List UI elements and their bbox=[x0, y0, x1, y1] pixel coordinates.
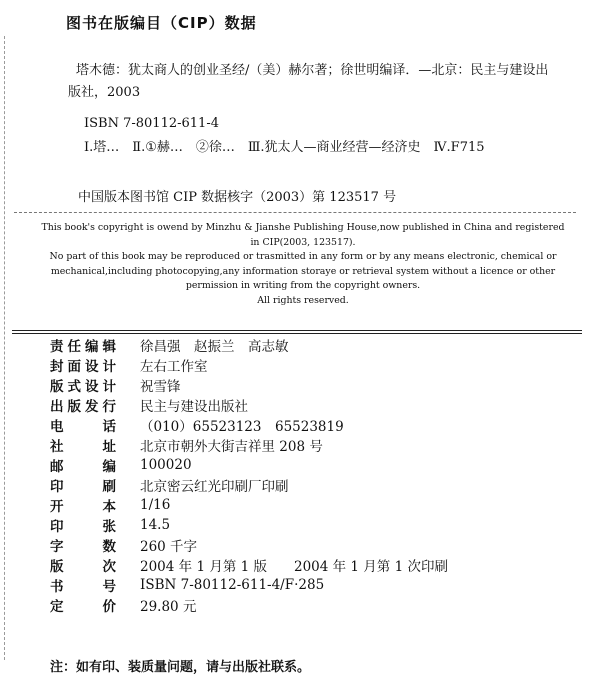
credit-row bbox=[50, 395, 448, 415]
credit-row bbox=[50, 455, 448, 475]
copyright-paragraph-1: This book's copyright is owend by Minzhu & Jianshe Publishing House,now published in China and registered in CIP(2003, 123517). bbox=[41, 222, 565, 248]
credit-value: ISBN 7-80112-611-4/F·285 bbox=[140, 577, 325, 593]
credit-value: 北京密云红光印刷厂印刷 bbox=[140, 479, 289, 495]
credit-label: 书号 bbox=[50, 579, 116, 595]
credit-value: 祝雪锋 bbox=[140, 379, 181, 395]
credit-row bbox=[50, 415, 448, 435]
credit-value: 北京市朝外大街吉祥里 208 号 bbox=[140, 439, 323, 455]
cip-classification: Ⅰ.塔… Ⅱ.①赫… ②徐… Ⅲ.犹太人—商业经营—经济史 Ⅳ.F715 bbox=[84, 140, 485, 155]
cip-heading: 图书在版编目（CIP）数据 bbox=[66, 14, 257, 32]
credit-label: 电话 bbox=[50, 419, 116, 435]
credit-row bbox=[50, 515, 448, 535]
credit-label: 封面设计 bbox=[50, 359, 116, 375]
credit-row bbox=[50, 575, 448, 595]
credit-value: 2004 年 1 月第 1 版 2004 年 1 月第 1 次印刷 bbox=[140, 559, 448, 575]
cip-entry-line2: 版社，2003 bbox=[68, 85, 141, 100]
credit-label: 社址 bbox=[50, 439, 116, 455]
credit-row bbox=[50, 535, 448, 555]
credit-row bbox=[50, 355, 448, 375]
credit-label: 开本 bbox=[50, 499, 116, 515]
credit-value: 徐昌强 赵振兰 高志敏 bbox=[140, 339, 289, 355]
cip-number: 中国版本图书馆 CIP 数据核字（2003）第 123517 号 bbox=[78, 190, 397, 205]
cip-entry-line1: 塔木德：犹太商人的创业圣经/（美）赫尔著；徐世明编译．—北京：民主与建设出 bbox=[76, 63, 549, 78]
cip-entry bbox=[68, 60, 554, 104]
credit-value: 1/16 bbox=[140, 497, 171, 513]
double-rule bbox=[12, 330, 582, 334]
credit-value: 29.80 元 bbox=[140, 599, 197, 615]
credit-label: 版次 bbox=[50, 559, 116, 575]
credit-value: 100020 bbox=[140, 457, 192, 473]
dashed-separator bbox=[14, 212, 576, 213]
credit-label: 责任编辑 bbox=[50, 339, 116, 355]
credit-label: 定价 bbox=[50, 599, 116, 615]
credit-row bbox=[50, 495, 448, 515]
credit-label: 版式设计 bbox=[50, 379, 116, 395]
credit-row bbox=[50, 375, 448, 395]
cip-isbn: ISBN 7-80112-611-4 bbox=[84, 116, 219, 131]
credit-label: 字数 bbox=[50, 539, 116, 555]
copyright-paragraph-3: All rights reserved. bbox=[257, 294, 349, 306]
credit-label: 印张 bbox=[50, 519, 116, 535]
credit-row bbox=[50, 555, 448, 575]
credit-value: 14.5 bbox=[140, 517, 171, 533]
quality-note: 注：如有印、装质量问题，请与出版社联系。 bbox=[50, 660, 311, 675]
left-margin-rule bbox=[4, 36, 5, 660]
credit-label: 邮编 bbox=[50, 459, 116, 475]
credit-value: 左右工作室 bbox=[140, 359, 208, 375]
copyright-paragraph-2: No part of this book may be reproduced or trasmitted in any form or by any means electronic, chemical or mechanical,including photocopying,any information storaye or retrieval system without a licence or other permission in writing from the copyright owners. bbox=[49, 251, 557, 291]
credit-label: 印刷 bbox=[50, 479, 116, 495]
credit-row bbox=[50, 435, 448, 455]
credit-row bbox=[50, 475, 448, 495]
credit-label: 出版发行 bbox=[50, 399, 116, 415]
credit-value: 260 千字 bbox=[140, 539, 198, 555]
credit-row bbox=[50, 595, 448, 615]
credit-row bbox=[50, 335, 448, 355]
credit-value: 民主与建设出版社 bbox=[140, 399, 248, 415]
copyright-notice bbox=[38, 221, 568, 308]
credits-table bbox=[50, 335, 448, 615]
credit-value: （010）65523123 65523819 bbox=[140, 419, 344, 435]
